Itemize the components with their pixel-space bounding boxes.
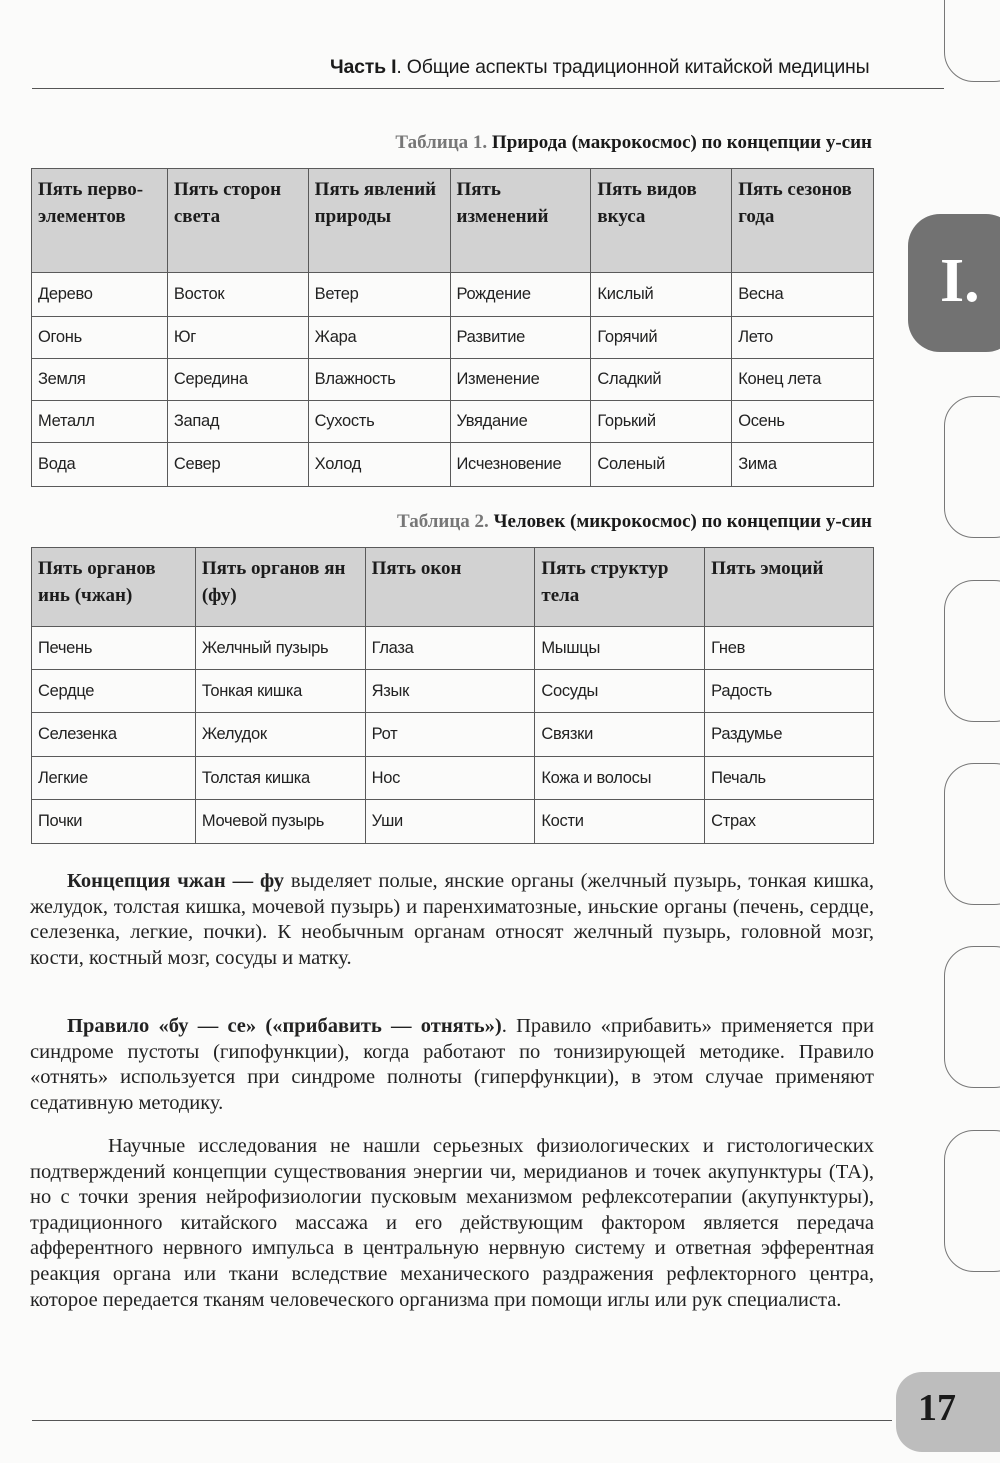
page-number-box bbox=[896, 1372, 1000, 1452]
table1-caption-title: Природа (макрокосмос) по концепции у-син bbox=[491, 132, 872, 153]
table-cell: Кислый bbox=[591, 273, 732, 317]
table-cell: Сосуды bbox=[535, 670, 705, 713]
table-cell: Рождение bbox=[450, 273, 591, 317]
paragraph-bu-se-text: . Правило «прибавить» применяется при синдроме пустоты (гипофункции), когда работают по тонизирующей методике. Правило «отнять» используется при синдроме полноты (гиперфункции), в этом случае применяют седативную методику. bbox=[30, 1015, 875, 1114]
table-cell: Желудок bbox=[195, 713, 365, 757]
table-row bbox=[32, 627, 874, 670]
table-cell: Влажность bbox=[308, 359, 450, 401]
table-cell: Язык bbox=[365, 670, 535, 713]
paragraph-bu-se bbox=[30, 1014, 874, 1116]
table-cell: Горький bbox=[591, 401, 732, 443]
table-cell: Легкие bbox=[32, 757, 196, 800]
table2-header-row bbox=[32, 548, 874, 627]
chapter-tab-label: I. bbox=[940, 247, 980, 315]
table-row bbox=[32, 359, 874, 401]
table-cell: Нос bbox=[365, 757, 535, 800]
table-cell: Кости bbox=[535, 800, 705, 844]
table-cell: Конец лета bbox=[732, 359, 874, 401]
table-nature bbox=[31, 168, 874, 487]
table-row bbox=[32, 800, 874, 844]
table1-col-header: Пять перво-элементов bbox=[32, 169, 168, 273]
table-cell: Глаза bbox=[365, 627, 535, 670]
table-cell: Радость bbox=[705, 670, 874, 713]
table1-col-header: Пять изменений bbox=[450, 169, 591, 273]
table-cell: Юг bbox=[167, 317, 308, 359]
table-cell: Страх bbox=[705, 800, 874, 844]
chapter-tab-3[interactable] bbox=[944, 580, 1000, 722]
table-cell: Изменение bbox=[450, 359, 591, 401]
table-row bbox=[32, 713, 874, 757]
table1-header-row bbox=[32, 169, 874, 273]
chapter-tab-4[interactable] bbox=[944, 763, 1000, 905]
chapter-tab-active[interactable] bbox=[908, 214, 1000, 352]
chapter-tab-6[interactable] bbox=[944, 1130, 1000, 1272]
page-number: 17 bbox=[918, 1387, 956, 1429]
table-cell: Холод bbox=[308, 443, 450, 487]
table2-col-header: Пять органов инь (чжан) bbox=[32, 548, 196, 627]
table2-col-header: Пять органов ян (фу) bbox=[195, 548, 365, 627]
table-cell: Мочевой пузырь bbox=[195, 800, 365, 844]
chapter-tab-2[interactable] bbox=[944, 396, 1000, 538]
table-cell: Вода bbox=[32, 443, 168, 487]
table-cell: Мышцы bbox=[535, 627, 705, 670]
table-cell: Весна bbox=[732, 273, 874, 317]
table-cell: Развитие bbox=[450, 317, 591, 359]
chapter-tab-top[interactable] bbox=[944, 0, 1000, 82]
table-cell: Огонь bbox=[32, 317, 168, 359]
table-cell: Ветер bbox=[308, 273, 450, 317]
table-cell: Кожа и волосы bbox=[535, 757, 705, 800]
table2-col-header: Пять структур тела bbox=[535, 548, 705, 627]
table2-caption-number: Таблица 2. bbox=[397, 511, 489, 532]
table1-col-header: Пять явлений природы bbox=[308, 169, 450, 273]
table-cell: Печаль bbox=[705, 757, 874, 800]
table-cell: Середина bbox=[167, 359, 308, 401]
table-cell: Толстая кишка bbox=[195, 757, 365, 800]
paragraph-bu-se-term: Правило «бу — се» («прибавить — отнять») bbox=[67, 1015, 502, 1037]
table-cell: Север bbox=[167, 443, 308, 487]
table-row bbox=[32, 757, 874, 800]
table-cell: Гнев bbox=[705, 627, 874, 670]
table-cell: Печень bbox=[32, 627, 196, 670]
paragraph-research-text: Научные исследования не нашли серьезных физиологических и гистологических подтверждений концепции существования энергии чи, меридианов и точек акупунктуры (ТА), но с точки зрения нейрофизиологии пусковым механизмом рефлексотерапии (акупунктуры), традиционного китайского массажа и его действующим фактором является передача афферентного нервного импульса в центральную нервную систему и ответная эфферентная реакция органа или ткани вследствие механического раздражения рефлекторного центра, которое передается тканям человеческого организма при помощи иглы или рук специалиста. bbox=[30, 1135, 874, 1311]
table1-col-header: Пять сторон света bbox=[167, 169, 308, 273]
table-cell: Селезенка bbox=[32, 713, 196, 757]
table-cell: Соленый bbox=[591, 443, 732, 487]
table-cell: Связки bbox=[535, 713, 705, 757]
running-header bbox=[330, 56, 875, 79]
table1-caption bbox=[395, 132, 872, 154]
footer-rule bbox=[32, 1420, 892, 1421]
part-label: Часть I bbox=[330, 56, 397, 78]
table-cell: Рот bbox=[365, 713, 535, 757]
table-cell: Увядание bbox=[450, 401, 591, 443]
table-cell: Жара bbox=[308, 317, 450, 359]
table-cell: Сердце bbox=[32, 670, 196, 713]
table-cell: Дерево bbox=[32, 273, 168, 317]
paragraph-zhang-fu bbox=[30, 869, 874, 971]
table-cell: Запад bbox=[167, 401, 308, 443]
table1-col-header: Пять сезонов года bbox=[732, 169, 874, 273]
table-cell: Металл bbox=[32, 401, 168, 443]
table2-col-header: Пять эмоций bbox=[705, 548, 874, 627]
table-row bbox=[32, 401, 874, 443]
table1-caption-number: Таблица 1. bbox=[395, 132, 488, 153]
paragraph-research bbox=[30, 1134, 874, 1313]
table-cell: Восток bbox=[167, 273, 308, 317]
table-cell: Сухость bbox=[308, 401, 450, 443]
table-cell: Почки bbox=[32, 800, 196, 844]
table-cell: Лето bbox=[732, 317, 874, 359]
table-cell: Желчный пузырь bbox=[195, 627, 365, 670]
table2-caption-title: Человек (микрокосмос) по концепции у-син bbox=[493, 511, 872, 532]
table-cell: Осень bbox=[732, 401, 874, 443]
chapter-tab-5[interactable] bbox=[944, 946, 1000, 1088]
table-cell: Земля bbox=[32, 359, 168, 401]
paragraph-zhang-fu-text: выделяет полые, янские органы (желчный пузырь, тонкая кишка, желудок, толстая кишка, мочевой пузырь) и паренхиматозные, иньские органы (печень, сердце, селезенка, легкие, почки). К необычным органам относят желчный пузырь, головной мозг, кости, костный мозг, сосуды и матку. bbox=[30, 870, 874, 969]
table2-col-header: Пять окон bbox=[365, 548, 535, 627]
table-row bbox=[32, 317, 874, 359]
table1-col-header: Пять видов вкуса bbox=[591, 169, 732, 273]
table-human bbox=[31, 547, 874, 844]
header-rule bbox=[32, 88, 944, 89]
table-cell: Сладкий bbox=[591, 359, 732, 401]
table-row bbox=[32, 670, 874, 713]
table-cell: Исчезновение bbox=[450, 443, 591, 487]
table2-caption bbox=[397, 511, 872, 533]
table-cell: Тонкая кишка bbox=[195, 670, 365, 713]
table-cell: Раздумье bbox=[705, 713, 874, 757]
table-row bbox=[32, 443, 874, 487]
table-row bbox=[32, 273, 874, 317]
running-header-title: . Общие аспекты традиционной китайской медицины bbox=[396, 56, 870, 78]
table-cell: Уши bbox=[365, 800, 535, 844]
paragraph-zhang-fu-term: Концепция чжан — фу bbox=[67, 870, 284, 892]
table-cell: Горячий bbox=[591, 317, 732, 359]
table-cell: Зима bbox=[732, 443, 874, 487]
